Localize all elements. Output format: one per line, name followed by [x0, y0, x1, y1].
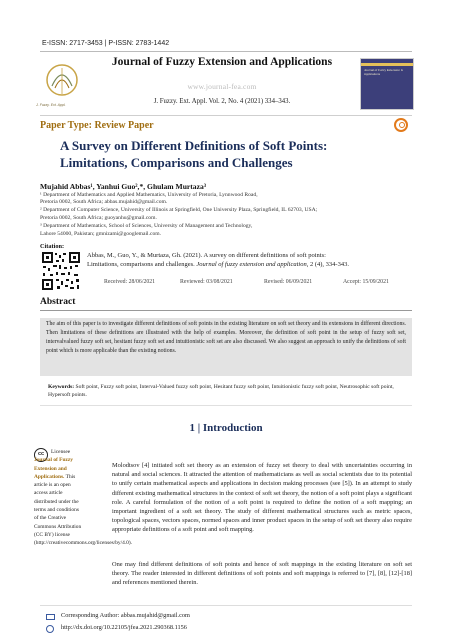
date-received: Received: 28/06/2021 — [104, 279, 156, 285]
cover-title: Journal of Fuzzy Extension & Applications — [364, 68, 403, 76]
date-reviewed: Reviewed: 03/08/2021 — [180, 279, 233, 285]
affiliation-2a: ² Department of Computer Science, University of Illinois at Springfield, One University Plaza, Springfield, IL 62703, USA; — [40, 207, 318, 213]
abstract-heading: Abstract — [40, 297, 76, 307]
header-divider — [40, 51, 412, 52]
citation-volume: 2 (4), 334-343. — [308, 261, 349, 269]
footer-divider — [40, 605, 412, 606]
paper-type: Paper Type: Review Paper — [40, 120, 154, 131]
doi-link[interactable]: http://dx.doi.org/10.22105/jfea.2021.290368.1156 — [61, 624, 187, 631]
affiliation-3b: Lahore 54000, Pakistan; gmnizami@googlemail.com. — [40, 231, 162, 237]
citation-text — [87, 251, 412, 269]
creative-commons-icon[interactable]: cc — [34, 448, 48, 462]
logo-caption: J. Fuzzy. Ext. Appl. — [36, 103, 66, 107]
date-revised: Revised: 06/09/2021 — [264, 279, 313, 285]
title-divider — [40, 115, 412, 116]
title-line-1: A Survey on Different Definitions of Soft Points: — [60, 138, 328, 153]
affiliation-3a: ³ Department of Mathematics, School of Sciences, University of Management and Technology, — [40, 223, 253, 229]
citation-label: Citation: — [40, 243, 65, 250]
body-paragraph-1: Molodtsov [4] initiated soft set theory as an extension of fuzzy set theory to deal with uncertainties occurring in natural and social sciences. It attracted the attention of mathematicians as well as social scientists due to its potential to unify certain mathematical aspects and applications in decision making processes (see [5]). In an attempt to study different existing mathematical structures in the context of soft set theory, the notion of a soft point plays a significant role. A careful formulation of the notion of a soft point is required to define the notion of a soft mapping; an important ingredient of a soft set theory. The study of different mathematical structures such as metric spaces, topological spaces, vectors spaces, normed spaces and inner product spaces in the setup of soft set theory also require appropriate definitions of a soft point and soft mapping. — [112, 462, 412, 534]
abstract-divider — [40, 310, 412, 311]
author-list: Mujahid Abbas¹, Yanhui Guo²,*, Ghulam Murtaza³ — [40, 182, 207, 191]
citation-line-2 — [87, 260, 412, 269]
open-access-icon[interactable] — [394, 118, 408, 132]
journal-cover-image — [360, 58, 414, 110]
body-paragraph-2: One may find different definitions of soft points and hence of soft mappings in the existing literature on soft set theory. The reader interested in different definitions of soft points and soft mappings is referred to [7], [8], [12]-[18] and references mentioned therein. — [112, 561, 412, 587]
affiliation-1a: ¹ Department of Mathematics and Applied Mathematics, University of Pretoria, Lynnwood Road, — [40, 192, 258, 198]
journal-name: Journal of Fuzzy Extension and Applications — [111, 56, 333, 68]
qr-code-icon[interactable] — [41, 251, 81, 291]
keywords-label: Keywords: — [48, 384, 75, 390]
keywords — [48, 383, 404, 399]
affiliation-1b: Pretoria 0002, South Africa; abbas.mujahid@gmail.com. — [40, 199, 168, 205]
citation-line-1: Abbas, M., Guo, Y., & Murtaza, Gh. (2021). A survey on different definitions of soft points: — [87, 252, 326, 259]
affiliation-2b: Pretoria 0002, South Africa; guoyanhu@gmail.com. — [40, 215, 157, 221]
license-journal: Journal of Fuzzy Extension and Applications. — [34, 457, 73, 480]
issn-line: E-ISSN: 2717-3453 | P-ISSN: 2783-1442 — [42, 40, 170, 47]
license-note — [34, 448, 132, 548]
citation-title: Limitations, comparisons and challenges. — [87, 261, 197, 269]
corresponding-author[interactable]: Corresponding Author: abbas.mujahid@gmail.com — [61, 612, 190, 619]
envelope-icon — [46, 614, 55, 620]
abstract-text: The aim of this paper is to investigate different definitions of soft points in the existing literature on soft set theory and its extensions in different directions. Then limitations of these definitions are illustrated with the help of examples. Moreover, the definition of soft point in the setup of fuzzy soft set, intervalvalued fuzzy soft set, hesitant fuzzy soft set and intuitionistic soft set are also discussed. We also suggest an approach to unify the definitions of soft point which is more applicable than the existing notions. — [46, 321, 406, 354]
globe-icon — [46, 625, 54, 633]
keywords-text: Soft point, Fuzzy soft point, Interval-Valued fuzzy soft point, Hesitant fuzzy soft point, Intuitionistic fuzzy soft point, Neutrosophic soft point, Hypersoft points. — [48, 384, 394, 398]
section-divider — [40, 405, 412, 406]
journal-url[interactable]: www.journal-fea.com — [187, 82, 257, 91]
paper-title — [60, 137, 390, 171]
cover-band — [361, 63, 413, 66]
license-text: This article is an open access article distributed under the terms and conditions of the Creative Commons Attribution (CC BY) license (http://creativecommons.org/licenses/by/4.0). — [34, 473, 132, 547]
citation-journal: Journal of fuzzy extension and application, — [196, 261, 309, 269]
section-heading-introduction: 1 | Introduction — [189, 422, 263, 434]
title-line-2: Limitations, Comparisons and Challenges — [60, 155, 293, 170]
date-accept: Accept: 15/09/2021 — [343, 279, 389, 285]
volume-info: J. Fuzzy. Ext. Appl. Vol. 2, No. 4 (2021) 334–343. — [153, 98, 291, 105]
license-lead: Licensee — [51, 449, 71, 455]
